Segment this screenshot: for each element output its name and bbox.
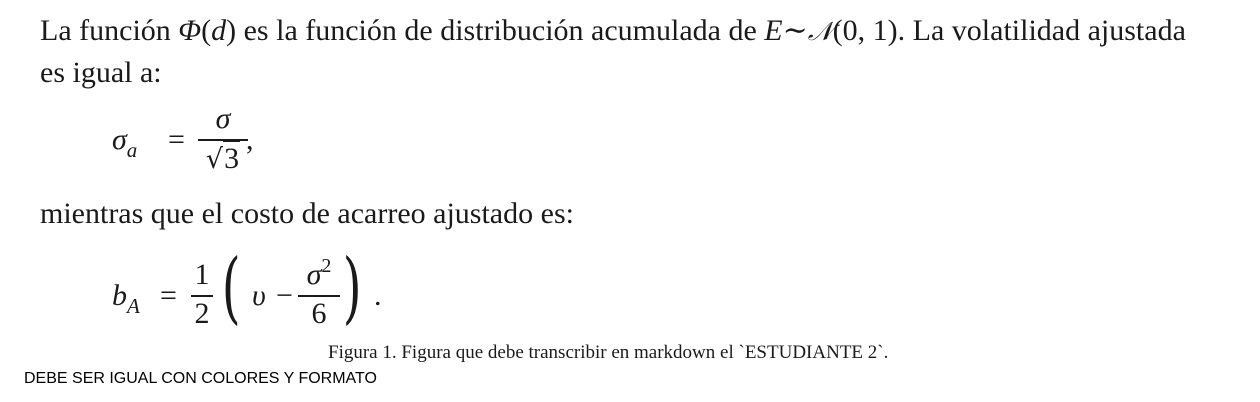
- var-d: d: [211, 14, 227, 47]
- fraction-denominator: 2: [194, 297, 210, 330]
- subscript-a: a: [126, 138, 138, 162]
- fraction-sigma-over-sqrt3: [198, 100, 248, 180]
- paren-open: (: [201, 14, 212, 47]
- fraction-denominator: 6: [311, 297, 327, 330]
- fraction-one-half: [191, 254, 213, 338]
- text-middle: ) es la función de distribución acumulada de: [226, 14, 765, 47]
- b-symbol: b: [112, 279, 127, 312]
- text-before: La función: [40, 14, 179, 47]
- subscript-A: A: [127, 294, 140, 318]
- fraction-numerator: [298, 255, 340, 292]
- figure-caption: Figura 1. Figura que debe transcribir en markdown el `ESTUDIANTE 2`.: [328, 342, 889, 363]
- sigma-base: σ: [306, 258, 322, 291]
- trailing-comma: ,: [246, 123, 254, 156]
- fraction-numerator: σ: [215, 102, 231, 135]
- phi-symbol: Φ: [178, 14, 202, 47]
- right-paren: ): [342, 243, 362, 333]
- var-e: E: [764, 14, 783, 47]
- fraction-sigma-squared-over-six: [298, 254, 340, 338]
- sigma-symbol: σ: [112, 123, 127, 156]
- paragraph-intro: [40, 13, 1186, 50]
- equation-adjusted-carry-cost: [112, 243, 382, 338]
- equation-adjusted-volatility: [112, 100, 272, 180]
- equals-sign: =: [168, 123, 185, 156]
- paragraph-carry-cost: mientras que el costo de acarreo ajustado es:: [40, 197, 574, 230]
- radicand: 3: [224, 142, 240, 175]
- exponent-two: 2: [321, 255, 332, 277]
- tilde-symbol: ∼: [782, 14, 808, 47]
- text-args: (0, 1). La volatilidad ajustada: [832, 14, 1186, 47]
- minus-sign: −: [276, 279, 293, 312]
- paragraph-equal-to: es igual a:: [40, 56, 162, 89]
- trailing-period: .: [374, 279, 382, 312]
- fraction-numerator: 1: [194, 258, 210, 291]
- var-v: υ: [252, 279, 266, 312]
- radical-sign: √: [205, 144, 224, 175]
- fraction-denominator: [198, 142, 248, 176]
- equals-sign: =: [160, 279, 177, 312]
- instruction-note: DEBE SER IGUAL CON COLORES Y FORMATO: [24, 370, 377, 387]
- normal-dist-symbol: 𝒩: [807, 17, 833, 47]
- left-paren: (: [221, 243, 241, 333]
